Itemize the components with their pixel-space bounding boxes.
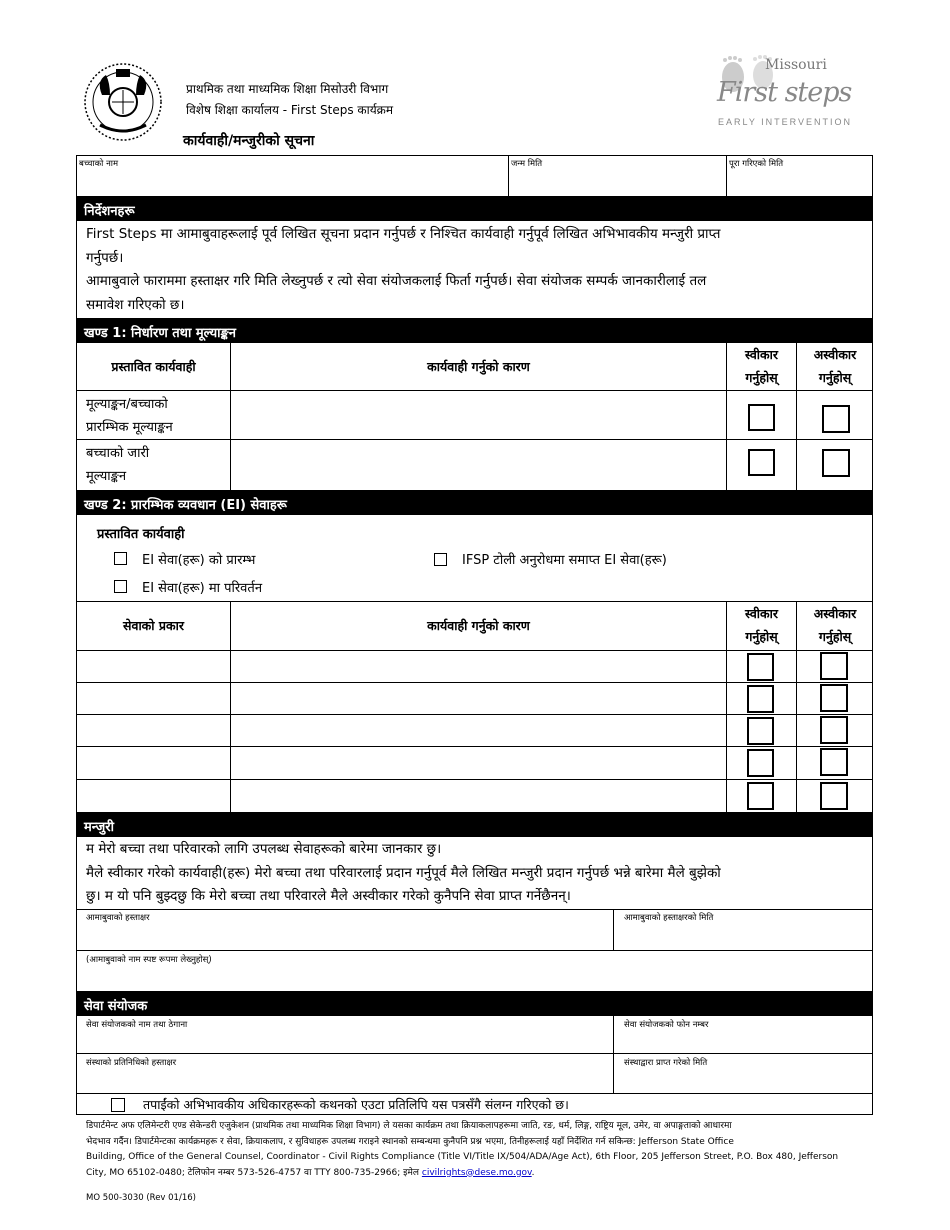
instructions-heading: निर्देशनहरू [76, 196, 873, 221]
s2-opt2-label: IFSP टोली अनुरोधमा समाप्त EI सेवा(हरू) [462, 553, 667, 568]
instructions-line-4: समावेश गरिएको छ। [86, 297, 185, 313]
footer-line-4-wrap: City, MO 65102-0480; टेलिफोन नम्बर 573-526-4757 वा TTY 800-735-2966; इमेल civilrights@dese.mo.gov. [86, 1167, 535, 1178]
s2-opt1-label: EI सेवा(हरू) को प्रारम्भ [142, 553, 256, 568]
logo-early-intervention: EARLY INTERVENTION [718, 117, 853, 127]
page-title: कार्यवाही/मन्जुरीको सूचना [183, 133, 315, 149]
logo-first-steps: First steps [717, 77, 852, 108]
s2-col-decline-1: अस्वीकार [813, 606, 857, 621]
s1-col-accept-1: स्वीकार [744, 347, 778, 362]
agency-line-1: प्राथमिक तथा माध्यमिक शिक्षा मिसोउरी विभाग [186, 82, 389, 96]
s2-opt3-label: EI सेवा(हरू) मा परिवर्तन [142, 581, 263, 596]
coordinator-phone-label: सेवा संयोजकको फोन नम्बर [624, 1020, 709, 1030]
s2-row1-decline-checkbox[interactable] [820, 652, 848, 680]
s1-row2-reason-field[interactable] [231, 440, 726, 489]
rights-attached-checkbox[interactable] [111, 1098, 125, 1112]
section1-heading: खण्ड 1: निर्धारण तथा मूल्याङ्कन [76, 318, 873, 343]
consent-heading: मन्जुरी [76, 812, 873, 837]
s1-row2-accept-checkbox[interactable] [748, 449, 775, 476]
s2-proposed-label: प्रस्तावित कार्यवाही [97, 527, 185, 542]
s1-row2-label-b: मूल्याङ्कन [86, 469, 127, 484]
child-name-field[interactable] [77, 170, 507, 195]
s1-row1-label-b: प्रारम्भिक मूल्याङ्कन [86, 420, 173, 435]
parent-signature-date-label: आमाबुवाको हस्ताक्षरको मिति [624, 913, 714, 923]
s1-row2-decline-checkbox[interactable] [822, 449, 850, 477]
s2-row4-decline-checkbox[interactable] [820, 748, 848, 776]
s2-col-reason: कार्यवाही गर्नुको कारण [427, 618, 530, 633]
footer-line-1: डिपार्टमेन्ट अफ एलिमेन्टरी एण्ड सेकेन्डरी एजुकेशन (प्राथमिक तथा माध्यमिक शिक्षा विभाग) ले यसका कार्यक्रम तथा क्रियाकलापहरूमा जाति, रङ, धर्म, लिङ्ग, राष्ट्रिय मूल, उमेर, वा अपाङ्गताको आधारमा [86, 1121, 732, 1131]
s1-col-decline-1: अस्वीकार [813, 347, 857, 362]
s2-row1-type-field[interactable] [77, 651, 230, 682]
s2-opt1-checkbox[interactable] [114, 552, 127, 565]
nondiscrimination-notice [86, 1119, 861, 1181]
birth-date-field[interactable] [509, 170, 725, 195]
s1-row2-label-a: बच्चाको जारी [86, 446, 150, 461]
instructions-line-1: First Steps मा आमाबुवाहरूलाई पूर्व लिखित सूचना प्रदान गर्नुपर्छ र निश्चित कार्यवाही गर्नुपूर्व लिखित अभिभावकीय मन्जुरी प्राप्त [86, 226, 721, 242]
coordinator-name-address-label: सेवा संयोजकको नाम तथा ठेगाना [86, 1020, 188, 1030]
completed-date-label: पूरा गरिएको मिति [729, 159, 784, 169]
s2-row3-reason-field[interactable] [231, 715, 726, 746]
s2-row2-decline-checkbox[interactable] [820, 684, 848, 712]
s2-row3-accept-checkbox[interactable] [747, 717, 774, 745]
s2-row5-accept-checkbox[interactable] [747, 782, 774, 810]
parent-name-label: (आमाबुवाको नाम स्पष्ट रूपमा लेख्नुहोस्) [86, 955, 212, 965]
footer-line-3: Building, Office of the General Counsel, Coordinator - Civil Rights Compliance (Title VI/Title IX/504/ADA/Age Act), 6th Floor, 205 Jefferson Street, P.O. Box 480, Jefferson [86, 1152, 839, 1162]
s2-col-type: सेवाको प्रकार [123, 618, 184, 633]
s1-row1-accept-checkbox[interactable] [748, 404, 775, 431]
s2-col-accept-2: गर्नुहोस् [745, 629, 778, 644]
s1-row1-reason-field[interactable] [231, 391, 726, 439]
s2-row1-accept-checkbox[interactable] [747, 653, 774, 681]
logo-missouri: Missouri [765, 57, 827, 73]
child-name-label: बच्चाको नाम [79, 159, 119, 169]
rights-attached-label: तपाईंको अभिभावकीय अधिकारहरूको कथनको एउटा प्रतिलिपि यस पत्रसँगै संलग्न गरिएको छ। [143, 1097, 569, 1112]
s2-col-accept-1: स्वीकार [744, 606, 778, 621]
s1-col-decline-2: गर्नुहोस् [818, 370, 852, 385]
instructions-line-2: गर्नुपर्छ। [86, 250, 124, 266]
footer-line-2: भेदभाव गर्दैन। डिपार्टमेन्टका कार्यक्रमहरू र सेवा, क्रियाकलाप, र सुविधाहरू उपलब्ध गराइने स्थानको सम्बन्धमा कुनैपनि प्रश्न भएमा, तिनीहरूलाई यहाँ निर्देशित गर्न सकिन्छ: Jefferson State Office [86, 1136, 734, 1147]
s2-row2-accept-checkbox[interactable] [747, 685, 774, 713]
s2-row4-reason-field[interactable] [231, 747, 726, 779]
agency-signature-field[interactable] [77, 1069, 612, 1092]
completed-date-field[interactable] [727, 170, 872, 195]
state-seal-icon [82, 57, 164, 147]
s1-col-action: प्रस्तावित कार्यवाही [111, 359, 196, 374]
s2-col-decline-2: गर्नुहोस् [818, 629, 852, 644]
s2-opt2-checkbox[interactable] [434, 553, 447, 566]
received-date-label: संस्थाद्वारा प्राप्त गरेको मिति [624, 1058, 708, 1068]
s2-row4-accept-checkbox[interactable] [747, 749, 774, 777]
parent-signature-label: आमाबुवाको हस्ताक्षर [86, 913, 150, 923]
agency-signature-label: संस्थाको प्रतिनिधिको हस्ताक्षर [86, 1058, 177, 1068]
s2-row2-type-field[interactable] [77, 683, 230, 714]
footer-line-4: City, MO 65102-0480; टेलिफोन नम्बर 573-526-4757 वा TTY 800-735-2966; इमेल [86, 1167, 420, 1178]
coordinator-heading: सेवा संयोजक [76, 991, 873, 1016]
s2-row5-type-field[interactable] [77, 780, 230, 812]
coordinator-name-address-field[interactable] [77, 1031, 612, 1052]
birth-date-label: जन्म मिति [511, 159, 543, 169]
s2-row3-decline-checkbox[interactable] [820, 716, 848, 744]
s2-row1-reason-field[interactable] [231, 651, 726, 682]
s2-row3-type-field[interactable] [77, 715, 230, 746]
s2-row2-reason-field[interactable] [231, 683, 726, 714]
s1-row1-label-a: मूल्याङ्कन/बच्चाको [86, 397, 168, 412]
s2-row4-type-field[interactable] [77, 747, 230, 779]
section2-heading: खण्ड 2: प्रारम्भिक व्यवधान (EI) सेवाहरू [76, 490, 873, 515]
civil-rights-email-link[interactable]: civilrights@dese.mo.gov [421, 1167, 532, 1178]
s1-col-reason: कार्यवाही गर्नुको कारण [427, 359, 530, 374]
s2-row5-reason-field[interactable] [231, 780, 726, 812]
s2-opt3-checkbox[interactable] [114, 580, 127, 593]
consent-line-1: म मेरो बच्चा तथा परिवारको लागि उपलब्ध सेवाहरूको बारेमा जानकार छु। [86, 841, 442, 857]
s1-col-accept-2: गर्नुहोस् [745, 370, 778, 385]
instructions-line-3: आमाबुवाले फाराममा हस्ताक्षर गरि मिति लेख्नुपर्छ र त्यो सेवा संयोजकलाई फिर्ता गर्नुपर्छ। सेवा संयोजक सम्पर्क जानकारीलाई तल [86, 273, 707, 289]
agency-line-2: विशेष शिक्षा कार्यालय - First Steps कार्यक्रम [186, 103, 394, 117]
s2-row5-decline-checkbox[interactable] [820, 782, 848, 810]
form-number: MO 500-3030 (Rev 01/16) [86, 1193, 196, 1203]
parent-signature-date-field[interactable] [614, 924, 872, 949]
first-steps-logo [715, 55, 857, 130]
received-date-field[interactable] [614, 1069, 872, 1092]
s1-row1-decline-checkbox[interactable] [822, 405, 850, 433]
consent-line-2: मैले स्वीकार गरेको कार्यवाही(हरू) मेरो बच्चा तथा परिवारलाई प्रदान गर्नुपूर्व मैले लिखित मन्जुरी प्रदान गर्नुपर्छ भन्ने बारेमा मैले बुझेको [86, 865, 721, 881]
parent-signature-field[interactable] [77, 924, 612, 949]
consent-line-3: छु। म यो पनि बुझ्दछु कि मेरो बच्चा तथा परिवारले मैले अस्वीकार गरेको कुनैपनि सेवा प्राप्त गर्नेछैनन्। [86, 888, 571, 904]
coordinator-phone-field[interactable] [614, 1031, 872, 1052]
parent-name-field[interactable] [77, 966, 872, 990]
